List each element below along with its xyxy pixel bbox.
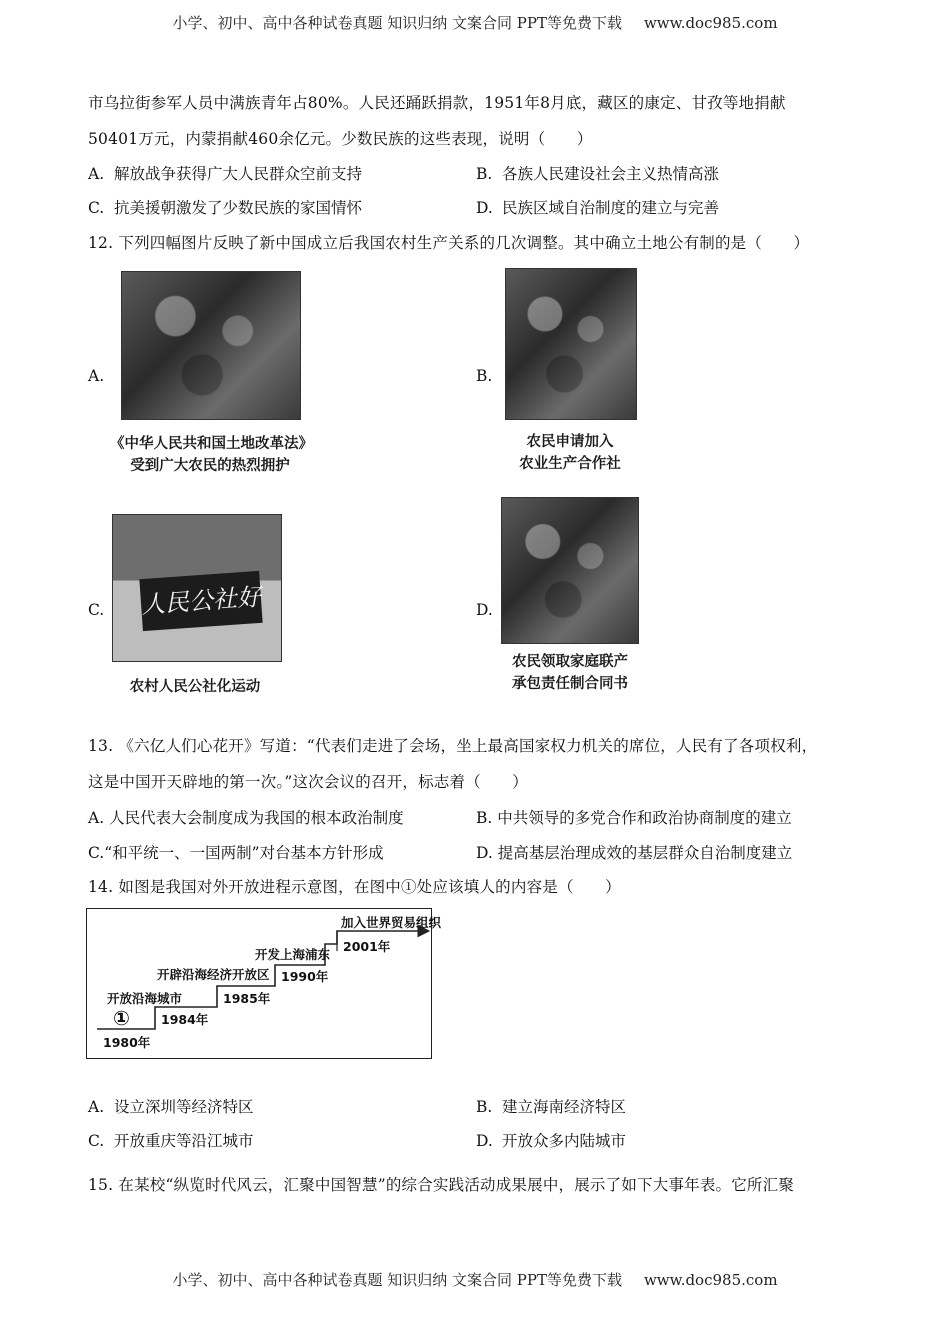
q14-option-d: D. 开放众多内陆城市 xyxy=(476,1132,627,1150)
event-2001: 加入世界贸易组织 xyxy=(341,915,442,930)
q12-option-d-label: D. xyxy=(476,601,493,619)
q13-line1: 13. 《六亿人们心花开》写道：“代表们走进了会场，坐上最高国家权力机关的席位，人民有了各项权利， xyxy=(88,737,818,755)
event-1985: 开辟沿海经济开放区 xyxy=(157,967,270,982)
q13-line2: 这是中国开天辟地的第一次。”这次会议的召开，标志着（ ） xyxy=(88,773,528,791)
q12-caption-c: 农村人民公社化运动 xyxy=(129,678,261,695)
footer-text: 小学、初中、高中各种试卷真题 知识归纳 文案合同 PPT等免费下载 xyxy=(172,1271,622,1289)
q11-line1: 市乌拉街参军人员中满族青年占80%。人民还踊跃捐款，1951年8月底，藏区的康定、甘孜等地捐献 xyxy=(88,94,786,112)
page-footer xyxy=(0,1269,950,1290)
q12-photo-d xyxy=(501,497,639,644)
footer-url[interactable]: www.doc985.com xyxy=(643,1271,778,1289)
q11-option-c: C. 抗美援朝激发了少数民族的家国情怀 xyxy=(88,199,363,217)
year-2001: 2001年 xyxy=(343,939,391,954)
year-1984: 1984年 xyxy=(161,1012,209,1027)
q12-stem: 12. 下列四幅图片反映了新中国成立后我国农村生产关系的几次调整。其中确立土地公有制的是（ ） xyxy=(88,234,810,252)
q13-option-c: C.“和平统一、一国两制”对台基本方针形成 xyxy=(88,844,384,862)
q11-option-b: B. 各族人民建设社会主义热情高涨 xyxy=(476,165,720,183)
q11-option-d: D. 民族区域自治制度的建立与完善 xyxy=(476,199,720,217)
page-header xyxy=(0,12,950,33)
q12-caption-d: 农民领取家庭联产 承包责任制合同书 xyxy=(512,653,628,692)
year-1990: 1990年 xyxy=(281,969,329,984)
q12-poster-banner: 人民公社好 xyxy=(139,571,262,631)
q14-option-a: A. 设立深圳等经济特区 xyxy=(88,1098,254,1116)
year-1985: 1985年 xyxy=(223,991,271,1006)
q12-option-c-label: C. xyxy=(88,601,105,619)
circled-marker: ① xyxy=(113,1006,130,1030)
q12-photo-b xyxy=(505,268,637,420)
header-text: 小学、初中、高中各种试卷真题 知识归纳 文案合同 PPT等免费下载 xyxy=(172,14,622,32)
q13-option-b: B. 中共领导的多党合作和政治协商制度的建立 xyxy=(476,809,792,827)
q15-line1: 15. 在某校“纵览时代风云，汇聚中国智慧”的综合实践活动成果展中，展示了如下大事年表。它所汇聚 xyxy=(88,1176,795,1194)
event-1984: 开放沿海城市 xyxy=(107,991,183,1006)
event-1990: 开发上海浦东 xyxy=(255,947,331,962)
opening-up-diagram xyxy=(86,908,442,1059)
q12-photo-a xyxy=(121,271,301,420)
q11-line2: 50401万元，内蒙捐献460余亿元。少数民族的这些表现，说明（ ） xyxy=(88,130,593,148)
q11-option-a: A. 解放战争获得广大人民群众空前支持 xyxy=(88,165,363,183)
q12-caption-a: 《中华人民共和国土地改革法》 受到广大农民的热烈拥护 xyxy=(110,435,313,474)
q14-stem: 14. 如图是我国对外开放进程示意图，在图中①处应该填人的内容是（ ） xyxy=(88,878,621,896)
q13-option-a: A. 人民代表大会制度成为我国的根本政治制度 xyxy=(88,809,404,827)
q13-option-d: D. 提高基层治理成效的基层群众自治制度建立 xyxy=(476,844,793,862)
q12-option-b-label: B. xyxy=(476,367,493,385)
header-url[interactable]: www.doc985.com xyxy=(643,14,778,32)
year-1980: 1980年 xyxy=(103,1035,151,1050)
q12-caption-b: 农民申请加入 农业生产合作社 xyxy=(519,433,621,472)
q14-option-c: C. 开放重庆等沿江城市 xyxy=(88,1132,254,1150)
q12-photo-c xyxy=(112,514,282,662)
q14-option-b: B. 建立海南经济特区 xyxy=(476,1098,627,1116)
q12-option-a-label: A. xyxy=(88,367,105,385)
